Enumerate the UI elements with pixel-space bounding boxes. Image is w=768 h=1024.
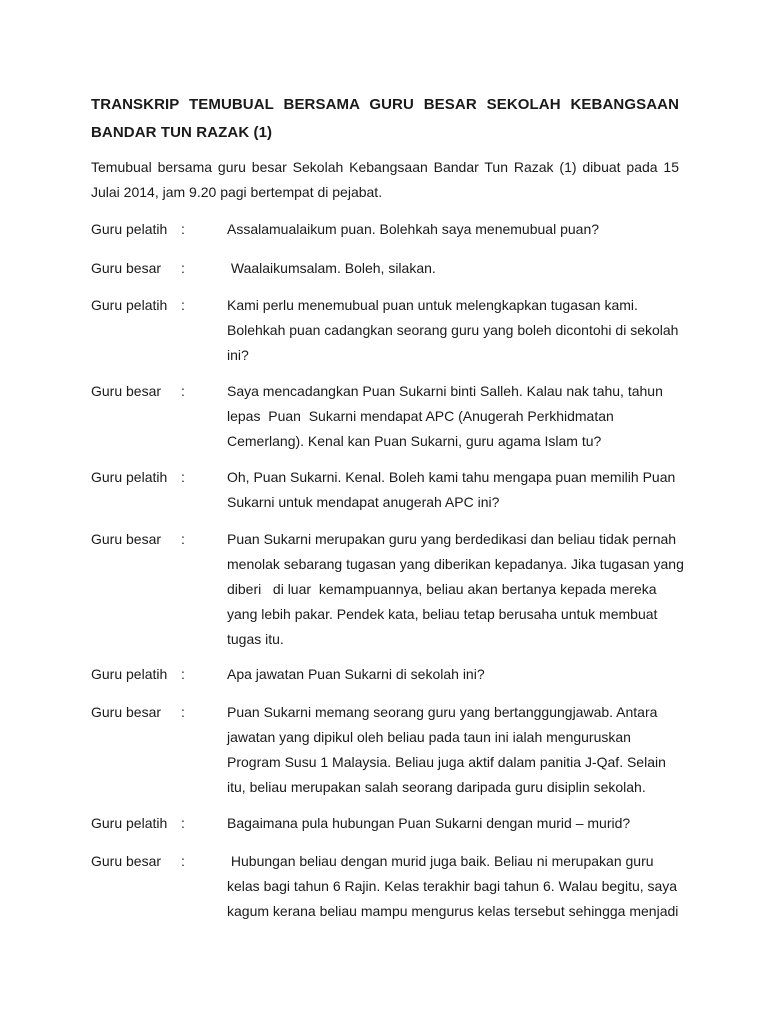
utterance-line: Apa jawatan Puan Sukarni di sekolah ini?: [227, 666, 485, 682]
utterance: [227, 527, 682, 652]
utterance-line: yang lebih pakar. Pendek kata, beliau tetap berusaha untuk membuat: [227, 606, 658, 622]
utterance-line: tugas itu.: [227, 631, 284, 647]
utterance-line: lepas Puan Sukarni mendapat APC (Anugerah Perkhidmatan: [227, 408, 614, 424]
utterance-line: Saya mencadangkan Puan Sukarni binti Salleh. Kalau nak tahu, tahun: [227, 383, 663, 399]
intro-line: Temubual bersama guru besar Sekolah Kebangsaan Bandar Tun Razak (1) dibuat pada 15: [91, 159, 679, 175]
utterance: [227, 811, 682, 836]
utterance-line: Cemerlang). Kenal kan Puan Sukarni, guru agama Islam tu?: [227, 433, 602, 449]
utterance-line: ini?: [227, 347, 249, 363]
utterance-line: Assalamualaikum puan. Bolehkah saya menemubual puan?: [227, 221, 600, 237]
utterance-line: jawatan yang dipikul oleh beliau pada taun ini ialah menguruskan: [227, 729, 631, 745]
speaker-label: Guru pelatih: [91, 815, 168, 831]
utterance-line: Puan Sukarni memang seorang guru yang bertanggungjawab. Antara: [227, 704, 658, 720]
title-line: BANDAR TUN RAZAK (1): [91, 124, 273, 141]
utterance-line: Bolehkah puan cadangkan seorang guru yang boleh dicontohi di sekolah: [227, 322, 679, 338]
utterance: [227, 293, 682, 368]
utterance: [227, 379, 682, 454]
speaker-label: Guru besar: [91, 704, 162, 720]
separator-colon: :: [181, 383, 185, 399]
utterance-line: menolak sebarang tugasan yang diberikan kepadanya. Jika tugasan yang: [227, 556, 684, 572]
utterance-line: Sukarni untuk mendapat anugerah APC ini?: [227, 494, 500, 510]
utterance-line: diberi di luar kemampuannya, beliau akan bertanya kepada mereka: [227, 581, 657, 597]
utterance: [227, 465, 682, 515]
speaker-label: Guru pelatih: [91, 221, 168, 237]
intro-paragraph: [91, 155, 679, 205]
utterance-line: Waalaikumsalam. Boleh, silakan.: [227, 260, 436, 276]
separator-colon: :: [181, 815, 185, 831]
separator-colon: :: [181, 704, 185, 720]
intro-line: Julai 2014, jam 9.20 pagi bertempat di pejabat.: [91, 184, 383, 200]
separator-colon: :: [181, 531, 185, 547]
speaker-label: Guru pelatih: [91, 666, 168, 682]
separator-colon: :: [181, 221, 185, 237]
speaker-label: Guru pelatih: [91, 297, 168, 313]
utterance: [227, 256, 682, 281]
speaker-label: Guru besar: [91, 853, 162, 869]
utterance-line: Bagaimana pula hubungan Puan Sukarni dengan murid – murid?: [227, 815, 631, 831]
speaker-label: Guru besar: [91, 260, 162, 276]
utterance-line: kelas bagi tahun 6 Rajin. Kelas terakhir bagi tahun 6. Walau begitu, saya: [227, 878, 678, 894]
utterance-line: Oh, Puan Sukarni. Kenal. Boleh kami tahu mengapa puan memilih Puan: [227, 469, 676, 485]
utterance-line: kagum kerana beliau mampu mengurus kelas tersebut sehingga menjadi: [227, 903, 679, 919]
utterance: [227, 849, 682, 924]
separator-colon: :: [181, 260, 185, 276]
separator-colon: :: [181, 297, 185, 313]
speaker-label: Guru pelatih: [91, 469, 168, 485]
utterance: [227, 662, 682, 687]
separator-colon: :: [181, 666, 185, 682]
utterance-line: Puan Sukarni merupakan guru yang berdedikasi dan beliau tidak pernah: [227, 531, 677, 547]
utterance: [227, 217, 682, 242]
utterance-line: Hubungan beliau dengan murid juga baik. Beliau ni merupakan guru: [227, 853, 654, 869]
utterance-line: Program Susu 1 Malaysia. Beliau juga aktif dalam panitia J-Qaf. Selain: [227, 754, 666, 770]
speaker-label: Guru besar: [91, 531, 162, 547]
speaker-label: Guru besar: [91, 383, 162, 399]
separator-colon: :: [181, 853, 185, 869]
utterance: [227, 700, 682, 800]
utterance-line: itu, beliau merupakan salah seorang daripada guru disiplin sekolah.: [227, 779, 646, 795]
title-line: TRANSKRIP TEMUBUAL BERSAMA GURU BESAR SEKOLAH KEBANGSAAN: [91, 96, 679, 113]
document-title: [91, 91, 679, 147]
separator-colon: :: [181, 469, 185, 485]
utterance-line: Kami perlu menemubual puan untuk melengkapkan tugasan kami.: [227, 297, 638, 313]
